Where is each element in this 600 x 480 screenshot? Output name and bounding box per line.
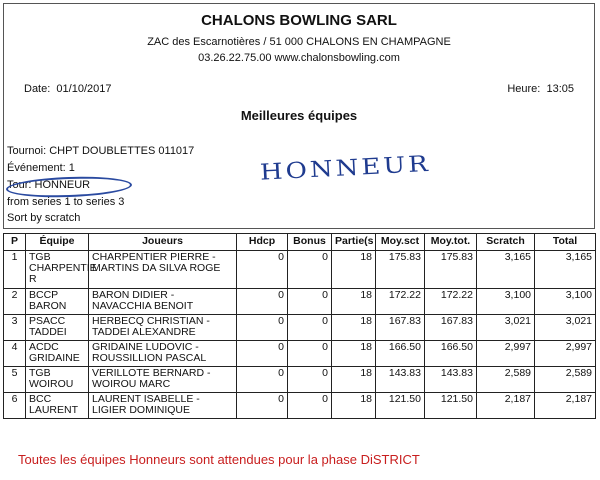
results-table-body (4, 251, 596, 419)
col-header-joueurs: Joueurs (89, 234, 237, 251)
cell-total: 3,100 (535, 289, 596, 315)
company-phone-website: 03.26.22.75.00 www.chalonsbowling.com (198, 52, 400, 64)
date-line (24, 83, 111, 95)
table-row (4, 251, 596, 289)
cell-total: 2,997 (535, 341, 596, 367)
tour-line: Tour: HONNEUR (7, 179, 91, 191)
cell-moy-sct: 143.83 (376, 367, 425, 393)
cell-position: 6 (4, 393, 26, 419)
cell-equipe: TGB WOIROU (26, 367, 89, 393)
time-label: Heure: (507, 83, 541, 95)
cell-moy-sct: 121.50 (376, 393, 425, 419)
date-value: 01/10/2017 (56, 83, 112, 95)
cell-moy-sct: 175.83 (376, 251, 425, 289)
cell-bonus: 0 (288, 367, 332, 393)
sort-line: Sort by scratch (7, 212, 81, 224)
cell-position: 4 (4, 341, 26, 367)
cell-hdcp: 0 (237, 315, 288, 341)
cell-parties: 18 (332, 251, 376, 289)
tournoi-line: Tournoi: CHPT DOUBLETTES 011017 (7, 145, 195, 157)
cell-hdcp: 0 (237, 341, 288, 367)
cell-moy-tot: 166.50 (425, 341, 477, 367)
col-header-moy-sct: Moy.sct (376, 234, 425, 251)
handwritten-honneur-annotation: HONNEUR (259, 151, 432, 186)
cell-joueurs: BARON DIDIER - NAVACCHIA BENOIT (89, 289, 237, 315)
cell-total: 3,021 (535, 315, 596, 341)
cell-scratch: 3,021 (477, 315, 535, 341)
col-header-moy-tot: Moy.tot. (425, 234, 477, 251)
cell-bonus: 0 (288, 289, 332, 315)
cell-joueurs: HERBECQ CHRISTIAN - TADDEI ALEXANDRE (89, 315, 237, 341)
table-row (4, 341, 596, 367)
series-range-line: from series 1 to series 3 (7, 196, 125, 208)
cell-bonus: 0 (288, 341, 332, 367)
time-value: 13:05 (546, 83, 574, 95)
cell-hdcp: 0 (237, 289, 288, 315)
cell-joueurs: LAURENT ISABELLE - LIGIER DOMINIQUE (89, 393, 237, 419)
cell-position: 1 (4, 251, 26, 289)
cell-hdcp: 0 (237, 251, 288, 289)
table-row (4, 393, 596, 419)
cell-bonus: 0 (288, 251, 332, 289)
cell-moy-tot: 121.50 (425, 393, 477, 419)
cell-moy-tot: 167.83 (425, 315, 477, 341)
cell-position: 5 (4, 367, 26, 393)
col-header-position: P (4, 234, 26, 251)
cell-moy-sct: 166.50 (376, 341, 425, 367)
cell-joueurs: GRIDAINE LUDOVIC - ROUSSILLION PASCAL (89, 341, 237, 367)
company-name: CHALONS BOWLING SARL (201, 12, 397, 29)
cell-hdcp: 0 (237, 367, 288, 393)
cell-parties: 18 (332, 289, 376, 315)
table-row (4, 367, 596, 393)
table-header-row (4, 234, 596, 251)
cell-equipe: ACDC GRIDAINE (26, 341, 89, 367)
cell-moy-tot: 175.83 (425, 251, 477, 289)
table-row (4, 289, 596, 315)
cell-moy-tot: 143.83 (425, 367, 477, 393)
date-label: Date: (24, 83, 51, 95)
cell-total: 2,589 (535, 367, 596, 393)
cell-equipe: PSACC TADDEI (26, 315, 89, 341)
cell-position: 2 (4, 289, 26, 315)
table-row (4, 315, 596, 341)
cell-scratch: 3,100 (477, 289, 535, 315)
report-title: Meilleures équipes (240, 108, 358, 123)
cell-bonus: 0 (288, 393, 332, 419)
cell-moy-sct: 167.83 (376, 315, 425, 341)
cell-hdcp: 0 (237, 393, 288, 419)
district-phase-note: Toutes les équipes Honneurs sont attendues pour la phase DiSTRICT (18, 452, 420, 467)
cell-scratch: 2,187 (477, 393, 535, 419)
company-address: ZAC des Escarnotières / 51 000 CHALONS EN CHAMPAGNE (147, 36, 451, 48)
cell-parties: 18 (332, 393, 376, 419)
cell-equipe: BCC LAURENT (26, 393, 89, 419)
cell-bonus: 0 (288, 315, 332, 341)
time-line (507, 83, 574, 95)
col-header-scratch: Scratch (477, 234, 535, 251)
cell-scratch: 2,997 (477, 341, 535, 367)
cell-parties: 18 (332, 315, 376, 341)
cell-joueurs: CHARPENTIER PIERRE - MARTINS DA SILVA ROGE (89, 251, 237, 289)
cell-scratch: 2,589 (477, 367, 535, 393)
results-table (3, 233, 596, 419)
col-header-bonus: Bonus (288, 234, 332, 251)
col-header-hdcp: Hdcp (237, 234, 288, 251)
col-header-total: Total (535, 234, 596, 251)
cell-total: 3,165 (535, 251, 596, 289)
cell-parties: 18 (332, 341, 376, 367)
cell-joueurs: VERILLOTE BERNARD - WOIROU MARC (89, 367, 237, 393)
cell-equipe: TGB CHARPENTIE R (26, 251, 89, 289)
cell-equipe: BCCP BARON (26, 289, 89, 315)
report-header-box (3, 3, 595, 229)
col-header-equipe: Équipe (26, 234, 89, 251)
cell-total: 2,187 (535, 393, 596, 419)
cell-moy-sct: 172.22 (376, 289, 425, 315)
cell-position: 3 (4, 315, 26, 341)
cell-moy-tot: 172.22 (425, 289, 477, 315)
col-header-parties: Partie(s (332, 234, 376, 251)
evenement-line: Événement: 1 (7, 162, 75, 174)
cell-parties: 18 (332, 367, 376, 393)
cell-scratch: 3,165 (477, 251, 535, 289)
